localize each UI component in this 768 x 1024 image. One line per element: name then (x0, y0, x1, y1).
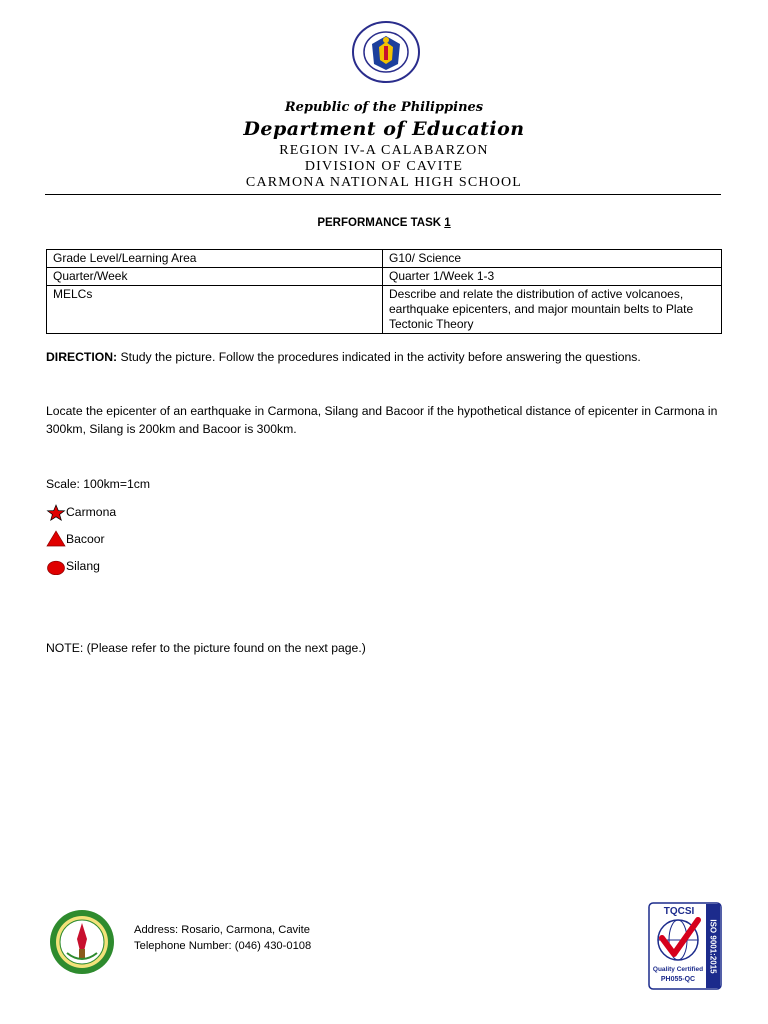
direction-paragraph (46, 348, 726, 366)
performance-task-title (0, 217, 768, 229)
table-row (47, 268, 722, 286)
republic-heading: Republic of the Philippines (284, 100, 484, 115)
deped-seal-logo (351, 20, 421, 84)
iso-certified-label: Quality Certified (652, 966, 704, 973)
instruction-paragraph: Locate the epicenter of an earthquake in Carmona, Silang and Bacoor if the hypothetical distance of epicenter in Carmona in 300km, Silang is 200km and Bacoor is 300km. (46, 404, 718, 436)
table-cell: MELCs (47, 286, 383, 334)
table-cell: Describe and relate the distribution of active volcanoes, earthquake epicenters, and major mountain belts to Plate Tectonic Theory (383, 286, 722, 334)
table-cell: Quarter 1/Week 1-3 (383, 268, 722, 286)
direction-label: DIRECTION: (46, 350, 118, 364)
legend-label: Bacoor (66, 532, 105, 546)
task-title-prefix: PERFORMANCE TASK (317, 217, 445, 229)
iso-brand: TQCSI (663, 906, 695, 917)
task-number: 1 (444, 217, 451, 229)
region-line: REGION IV-A CALABARZON (279, 143, 489, 158)
legend-item-bacoor (46, 530, 105, 548)
division-line: DIVISION OF CAVITE (304, 159, 464, 174)
header-divider (45, 194, 721, 195)
school-seal-logo (49, 909, 115, 975)
table-cell: Grade Level/Learning Area (47, 250, 383, 268)
iso-code: PH055-QC (660, 976, 696, 983)
telephone-text: Telephone Number: (046) 430-0108 (134, 940, 312, 952)
triangle-icon (46, 530, 66, 548)
note-text: NOTE: (Please refer to the picture found on the next page.) (46, 641, 366, 655)
scale-text: Scale: 100km=1cm (46, 477, 150, 491)
table-cell: Quarter/Week (47, 268, 383, 286)
circle-icon (46, 557, 66, 575)
direction-text: Study the picture. Follow the procedures indicated in the activity before answering the questions. (117, 350, 641, 364)
legend-label: Silang (66, 559, 100, 573)
table-row (47, 250, 722, 268)
address-text: Address: Rosario, Carmona, Cavite (134, 924, 310, 936)
legend-label: Carmona (66, 505, 117, 519)
table-cell: G10/ Science (383, 250, 722, 268)
legend-item-carmona (46, 503, 117, 521)
legend-item-silang (46, 557, 100, 575)
iso-standard: ISO 9001:2015 (708, 919, 718, 974)
info-table (46, 249, 722, 334)
department-heading: Department of Education (243, 118, 525, 140)
table-row (47, 286, 722, 334)
school-line: CARMONA NATIONAL HIGH SCHOOL (245, 175, 523, 190)
star-icon (46, 503, 66, 521)
iso-certification-badge (648, 902, 722, 990)
